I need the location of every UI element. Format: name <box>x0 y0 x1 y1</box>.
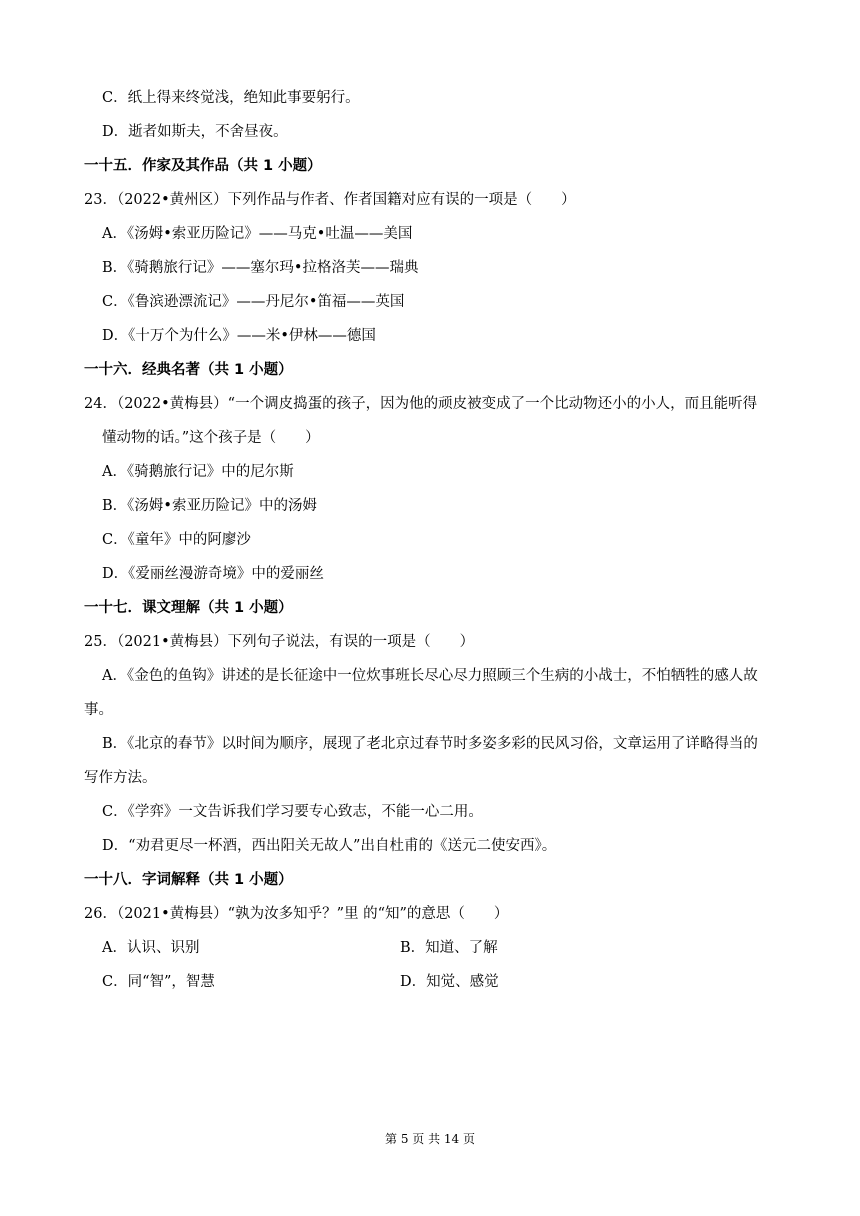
q25-option-d: D．“劝君更尽一杯酒，西出阳关无故人”出自杜甫的《送元二使安西》。 <box>102 838 557 854</box>
section-heading-17: 一十七．课文理解（共 1 小题） <box>84 600 293 616</box>
q25-option-b-line1: B．《北京的春节》以时间为顺序，展现了老北京过春节时多姿多彩的民风习俗，文章运用了详略得当的 <box>102 736 758 752</box>
q25-option-b-line2: 写作方法。 <box>84 770 157 786</box>
section-heading-15: 一十五．作家及其作品（共 1 小题） <box>84 158 322 174</box>
q24-option-d: D．《爱丽丝漫游奇境》中的爱丽丝 <box>102 566 324 582</box>
q25-stem: 25．（2021•黄梅县）下列句子说法，有误的一项是（ ） <box>84 634 475 650</box>
q24-stem-line2: 懂动物的话。”这个孩子是（ ） <box>102 430 320 446</box>
q24-option-a: A．《骑鹅旅行记》中的尼尔斯 <box>102 464 294 480</box>
q23-stem: 23．（2022•黄州区）下列作品与作者、作者国籍对应有误的一项是（ ） <box>84 192 576 208</box>
q26-option-b: B．知道、了解 <box>400 940 498 956</box>
q23-option-a: A．《汤姆•索亚历险记》——马克•吐温——美国 <box>102 226 413 242</box>
q23-option-c: C．《鲁滨逊漂流记》——丹尼尔•笛福——英国 <box>102 294 405 310</box>
q25-option-a-line2: 事。 <box>84 702 113 718</box>
q22-option-c: C．纸上得来终觉浅，绝知此事要躬行。 <box>102 90 360 106</box>
q24-option-c: C．《童年》中的阿廖沙 <box>102 532 251 548</box>
q26-option-c: C．同“智”，智慧 <box>102 974 215 990</box>
q23-option-b: B．《骑鹅旅行记》——塞尔玛•拉格洛芙——瑞典 <box>102 260 419 276</box>
q26-option-d: D．知觉、感觉 <box>400 974 499 990</box>
q26-stem: 26．（2021•黄梅县）“孰为汝多知乎？”里 的“知”的意思（ ） <box>84 906 509 922</box>
q22-option-d: D．逝者如斯夫，不舍昼夜。 <box>102 124 288 140</box>
q25-option-c: C．《学弈》一文告诉我们学习要专心致志，不能一心二用。 <box>102 804 483 820</box>
q24-option-b: B．《汤姆•索亚历险记》中的汤姆 <box>102 498 317 514</box>
section-heading-16: 一十六．经典名著（共 1 小题） <box>84 362 293 378</box>
q24-stem-line1: 24．（2022•黄梅县）“一个调皮捣蛋的孩子，因为他的顽皮被变成了一个比动物还小的小人，而且能听得 <box>84 396 758 412</box>
page-footer: 第 5 页 共 14 页 <box>385 1132 475 1146</box>
q23-option-d: D．《十万个为什么》——米•伊林——德国 <box>102 328 376 344</box>
section-heading-18: 一十八．字词解释（共 1 小题） <box>84 872 293 888</box>
q25-option-a-line1: A．《金色的鱼钩》讲述的是长征途中一位炊事班长尽心尽力照顾三个生病的小战士，不怕牺牲的感人故 <box>102 668 758 684</box>
q26-option-a: A．认识、识别 <box>102 940 200 956</box>
